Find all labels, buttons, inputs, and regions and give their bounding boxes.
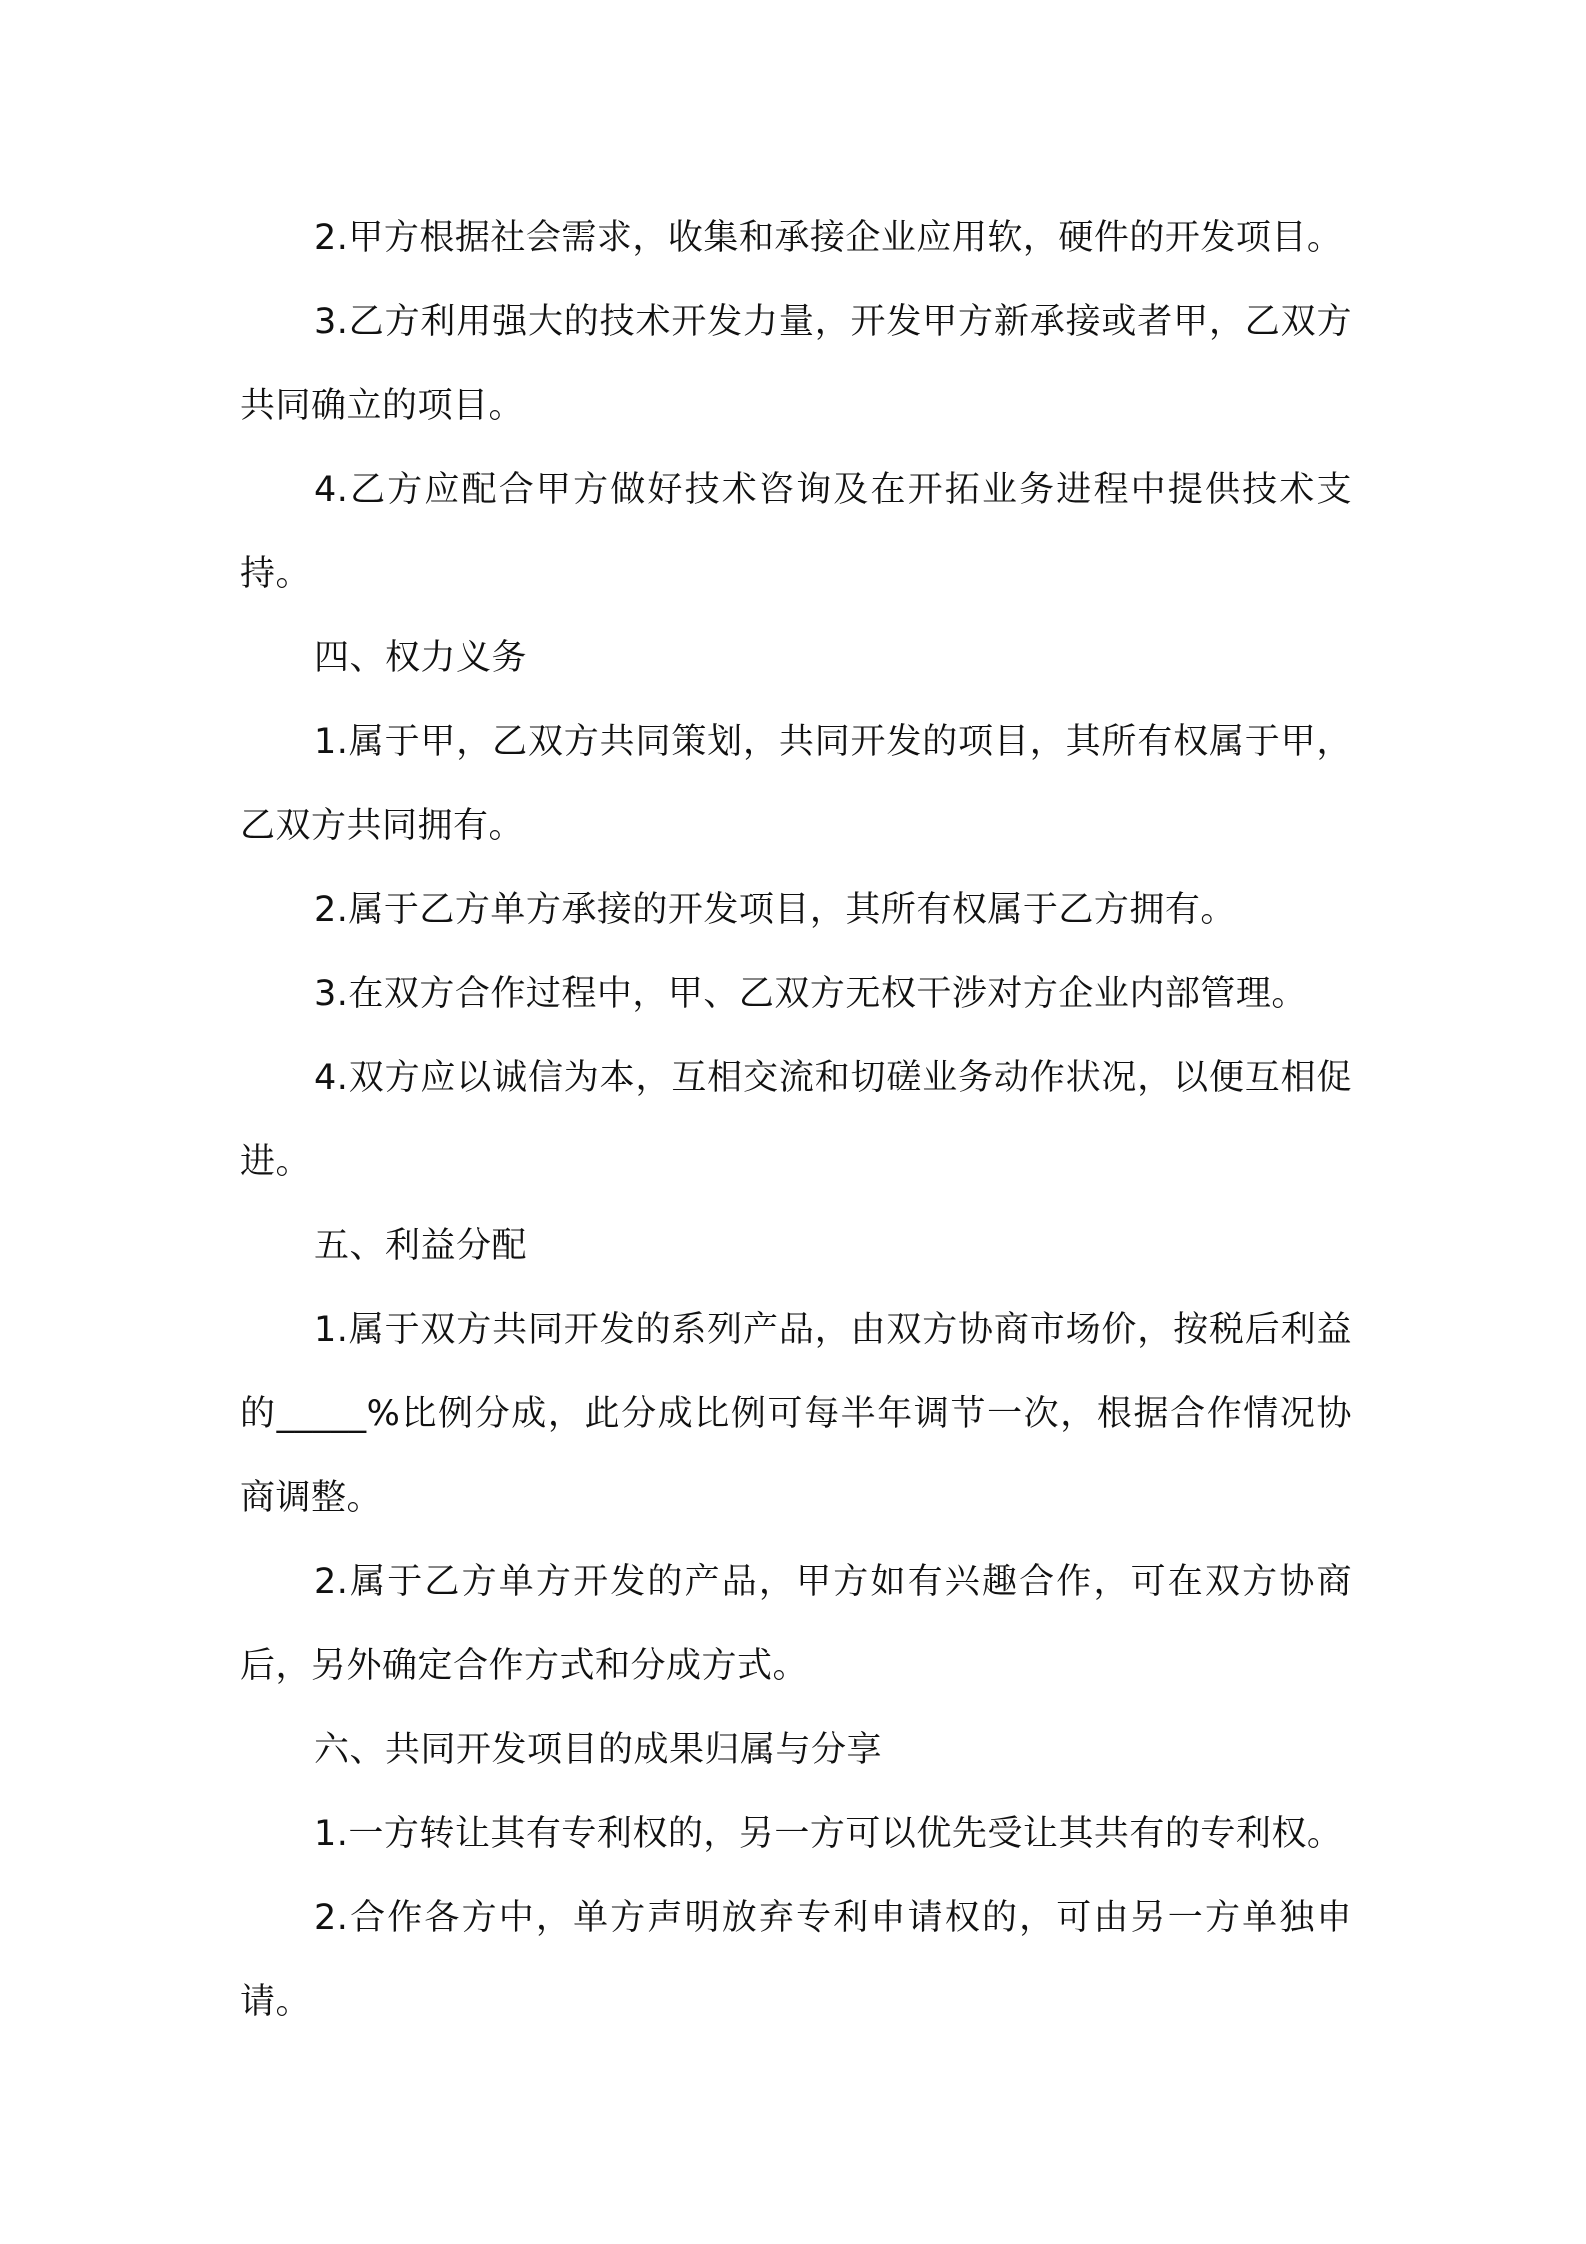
section-heading-5: 五、利益分配 (314, 1226, 528, 1266)
clause-6-item-2: 2.合作各方中，单方声明放弃专利申请权的，可由另一方单独申请。 (240, 1898, 1352, 2022)
section-heading-4: 四、权力义务 (314, 638, 528, 678)
clause-4-item-2: 2.属于乙方单方承接的开发项目，其所有权属于乙方拥有。 (314, 890, 1236, 930)
document-body (240, 196, 1352, 2044)
clause-5-item-1: 1.属于双方共同开发的系列产品，由双方协商市场价，按税后利益的_____%比例分成，此分成比例可每半年调节一次，根据合作情况协商调整。 (240, 1310, 1352, 1518)
section-heading-6: 六、共同开发项目的成果归属与分享 (314, 1730, 883, 1770)
clause-3-item-3: 3.乙方利用强大的技术开发力量，开发甲方新承接或者甲，乙双方共同确立的项目。 (240, 302, 1352, 426)
clause-3-item-4: 4.乙方应配合甲方做好技术咨询及在开拓业务进程中提供技术支持。 (240, 470, 1352, 594)
clause-5-item-2: 2.属于乙方单方开发的产品，甲方如有兴趣合作，可在双方协商后，另外确定合作方式和分成方式。 (240, 1562, 1352, 1686)
clause-4-item-1: 1.属于甲，乙双方共同策划，共同开发的项目，其所有权属于甲，乙双方共同拥有。 (240, 722, 1352, 846)
clause-4-item-4: 4.双方应以诚信为本，互相交流和切磋业务动作状况，以便互相促进。 (240, 1058, 1352, 1182)
clause-4-item-3: 3.在双方合作过程中，甲、乙双方无权干涉对方企业内部管理。 (314, 974, 1307, 1014)
clause-3-item-2: 2.甲方根据社会需求，收集和承接企业应用软，硬件的开发项目。 (314, 218, 1343, 258)
clause-6-item-1: 1.一方转让其有专利权的，另一方可以优先受让其共有的专利权。 (314, 1814, 1343, 1854)
